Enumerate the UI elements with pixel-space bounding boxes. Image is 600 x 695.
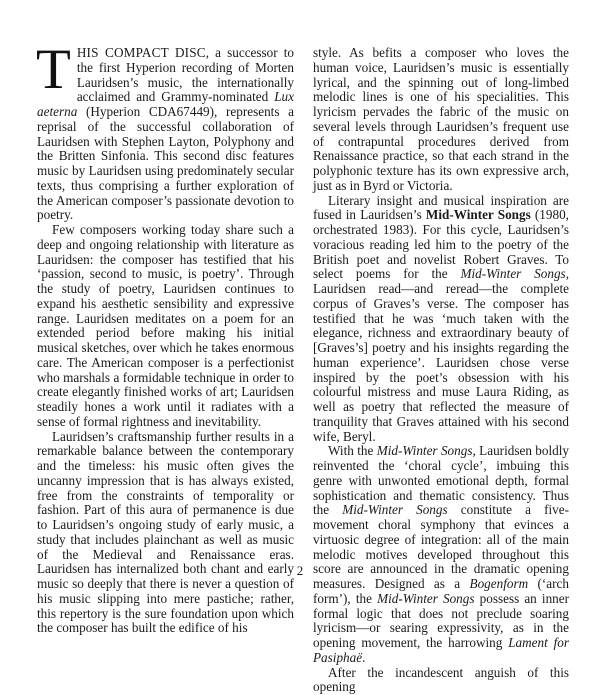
- drop-cap: T: [36, 48, 71, 92]
- work-title-italic: Mid-Winter Songs: [377, 443, 473, 458]
- work-title-lament: Lament for Pasiphaë: [313, 635, 569, 665]
- text-run: (1980, orchestrated 1983). For this cycle, Lauridsen’s voracious reading led him to the poetry of the British poet and novelist Robert Graves. To select poems for the: [313, 207, 569, 281]
- page-number: 2: [0, 563, 600, 579]
- paragraph-style: style. As befits a composer who loves the human voice, Lauridsen’s music is essentially lyrical, and the spinning out of long-limbed melodic lines is one of his specialities. This lyricism pervades the fabric of the music on several levels through Lauridsen’s frequent use of contrapuntal procedures derived from Renaissance practice, so that each strand in the polyphonic texture has its own expressive arch, just as in Byrd or Victoria.: [313, 46, 569, 194]
- work-title-lux-aeterna: Lux aeterna: [37, 89, 294, 119]
- paragraph-choral-cycle: [313, 444, 569, 665]
- text-run: , Lauridsen read—and reread—the complete corpus of Graves’s verse. The composer has testified that he was ‘much taken with the elegance, richness and extraordinary beauty of [Graves’s] poetry and his insights regarding the human experience’. Lauridsen chose verse inspired by the poet’s obsession with his colourful mistress and muse Laura Riding, as well as poetry that reflected the measure of tranquility that Graves attained with his second wife, Beryl.: [313, 266, 569, 443]
- right-column: [313, 46, 569, 695]
- text-run: , Lauridsen boldly reinvented the ‘choral cycle’, imbuing this genre with unwonted emotional depth, formal sophistication and thematic consistency. Thus the: [313, 443, 569, 517]
- paragraph-mid-winter-intro: [313, 194, 569, 445]
- lead-caps: HIS COMPACT DISC: [77, 45, 206, 60]
- left-column: [37, 46, 294, 636]
- text-run: Literary insight and musical inspiration are fused in Lauridsen’s: [313, 193, 569, 223]
- term-bogenform: Bogenform: [470, 576, 529, 591]
- text-run: possess an inner formal logic that does not preclude soaring lyricism—or searing expressivity, as in the opening movement, the harrowing: [313, 591, 569, 650]
- text-run: constitute a five-movement choral symphony that evinces a virtuosic degree of integration: all of the main melodic motives developed throughout this score are announced in the dramatic opening measures. Designed as a: [313, 502, 569, 591]
- work-title-italic: Mid-Winter Songs: [461, 266, 566, 281]
- paragraph-craftsmanship: Lauridsen’s craftsmanship further results in a remarkable balance between the contemporary and the timeless: his music often gives the uncanny impression that is has always existed, free from the constraints of temporality or fashion. Part of this aura of permanence is due to Lauridsen’s ongoing study of early music, a study that includes plainchant as well as music of the Medieval and Renaissance eras. Lauridsen has internalized both chant and early music so deeply that there is never a question of his music slipping into mere pastiche; rather, this repertory is the sure foundation upon which the composer has built the edifice of his: [37, 430, 294, 637]
- text-run: .: [362, 650, 365, 665]
- work-title-italic: Mid-Winter Songs: [377, 591, 474, 606]
- text-run: (‘arch form’), the: [313, 576, 569, 606]
- work-title-italic: Mid-Winter Songs: [342, 502, 447, 517]
- work-title-bold: Mid-Winter Songs: [426, 207, 531, 222]
- text-run: , a successor to the first Hyperion recording of Morten Lauridsen’s music, the internationally acclaimed and Grammy-nominated: [77, 45, 294, 104]
- text-run: (Hyperion CDA67449), represents a reprisal of the successful collaboration of Lauridsen with Stephen Layton, Polyphony and the Britten Sinfonia. This second disc features music by Lauridsen using predominately secular texts, thus comprising a further exploration of the American composer’s passionate devotion to poetry.: [37, 104, 294, 222]
- paragraph-after-opening: After the incandescent anguish of this opening: [313, 666, 569, 695]
- paragraph-intro: [37, 46, 294, 223]
- text-run: With the: [328, 443, 377, 458]
- paragraph-literature: Few composers working today share such a deep and ongoing relationship with literature as Lauridsen: the composer has testified that his ‘passion, second to music, is poetry’. Through the study of poetry, Lauridsen continues to expand his aesthetic sensibility and expressive range. Lauridsen meditates on a poem for an extended period before making his initial musical sketches, over which he takes enormous care. The American composer is a perfectionist who marshals a formidable technique in order to create elegantly finished works of art; Lauridsen steadily hones a work until it radiates with a sense of formal rightness and inevitability.: [37, 223, 294, 430]
